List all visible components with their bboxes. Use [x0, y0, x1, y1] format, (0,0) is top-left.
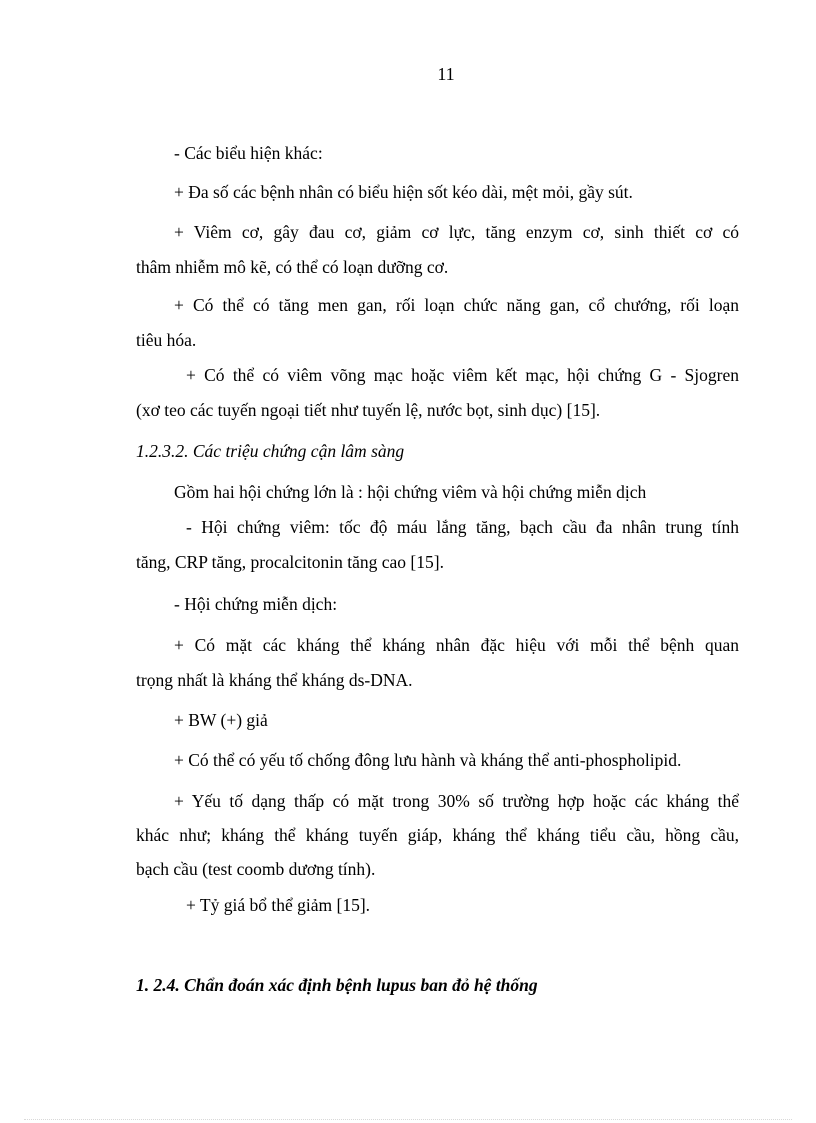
paragraph-line: - Các biểu hiện khác:: [174, 143, 323, 163]
paragraph-line: + BW (+) giả: [174, 710, 268, 730]
paragraph-line: + Có thể có tăng men gan, rối loạn chức năng gan, cổ chướng, rối loạn: [174, 295, 739, 315]
paragraph-line: trọng nhất là kháng thể kháng ds-DNA.: [136, 670, 413, 690]
paragraph-line: Gồm hai hội chứng lớn là : hội chứng viêm và hội chứng miễn dịch: [174, 482, 647, 502]
page-bottom-border: [24, 1119, 792, 1120]
paragraph-line: thâm nhiễm mô kẽ, có thể có loạn dưỡng cơ.: [136, 257, 449, 277]
paragraph-line: (xơ teo các tuyến ngoại tiết như tuyến lệ, nước bọt, sinh dục) [15].: [136, 400, 601, 420]
paragraph-line: + Có thể có viêm võng mạc hoặc viêm kết mạc, hội chứng G - Sjogren: [186, 365, 739, 385]
paragraph-line: - Hội chứng viêm: tốc độ máu lắng tăng, bạch cầu đa nhân trung tính: [186, 517, 739, 537]
paragraph-line: + Đa số các bệnh nhân có biểu hiện sốt kéo dài, mệt mỏi, gầy sút.: [174, 182, 633, 202]
section-heading: 1. 2.4. Chẩn đoán xác định bệnh lupus ban đỏ hệ thống: [136, 975, 538, 995]
paragraph-line: tăng, CRP tăng, procalcitonin tăng cao [15].: [136, 552, 444, 572]
paragraph-line: + Yếu tố dạng thấp có mặt trong 30% số trường hợp hoặc các kháng thể: [174, 791, 739, 811]
section-heading: 1.2.3.2. Các triệu chứng cận lâm sàng: [136, 441, 405, 461]
paragraph-line: + Tỷ giá bổ thể giảm [15].: [186, 895, 371, 915]
paragraph-line: - Hội chứng miễn dịch:: [174, 594, 338, 614]
paragraph-line: tiêu hóa.: [136, 330, 197, 350]
paragraph-line: khác như; kháng thể kháng tuyến giáp, kháng thể kháng tiểu cầu, hồng cầu,: [136, 825, 739, 845]
paragraph-line: + Có thể có yếu tố chống đông lưu hành và kháng thể anti-phospholipid.: [174, 750, 682, 770]
paragraph-line: bạch cầu (test coomb dương tính).: [136, 859, 376, 879]
paragraph-line: + Có mặt các kháng thể kháng nhân đặc hiệu với mỗi thể bệnh quan: [174, 635, 739, 655]
page-number: 11: [437, 64, 455, 84]
paragraph-line: + Viêm cơ, gây đau cơ, giảm cơ lực, tăng enzym cơ, sinh thiết cơ có: [174, 222, 739, 242]
